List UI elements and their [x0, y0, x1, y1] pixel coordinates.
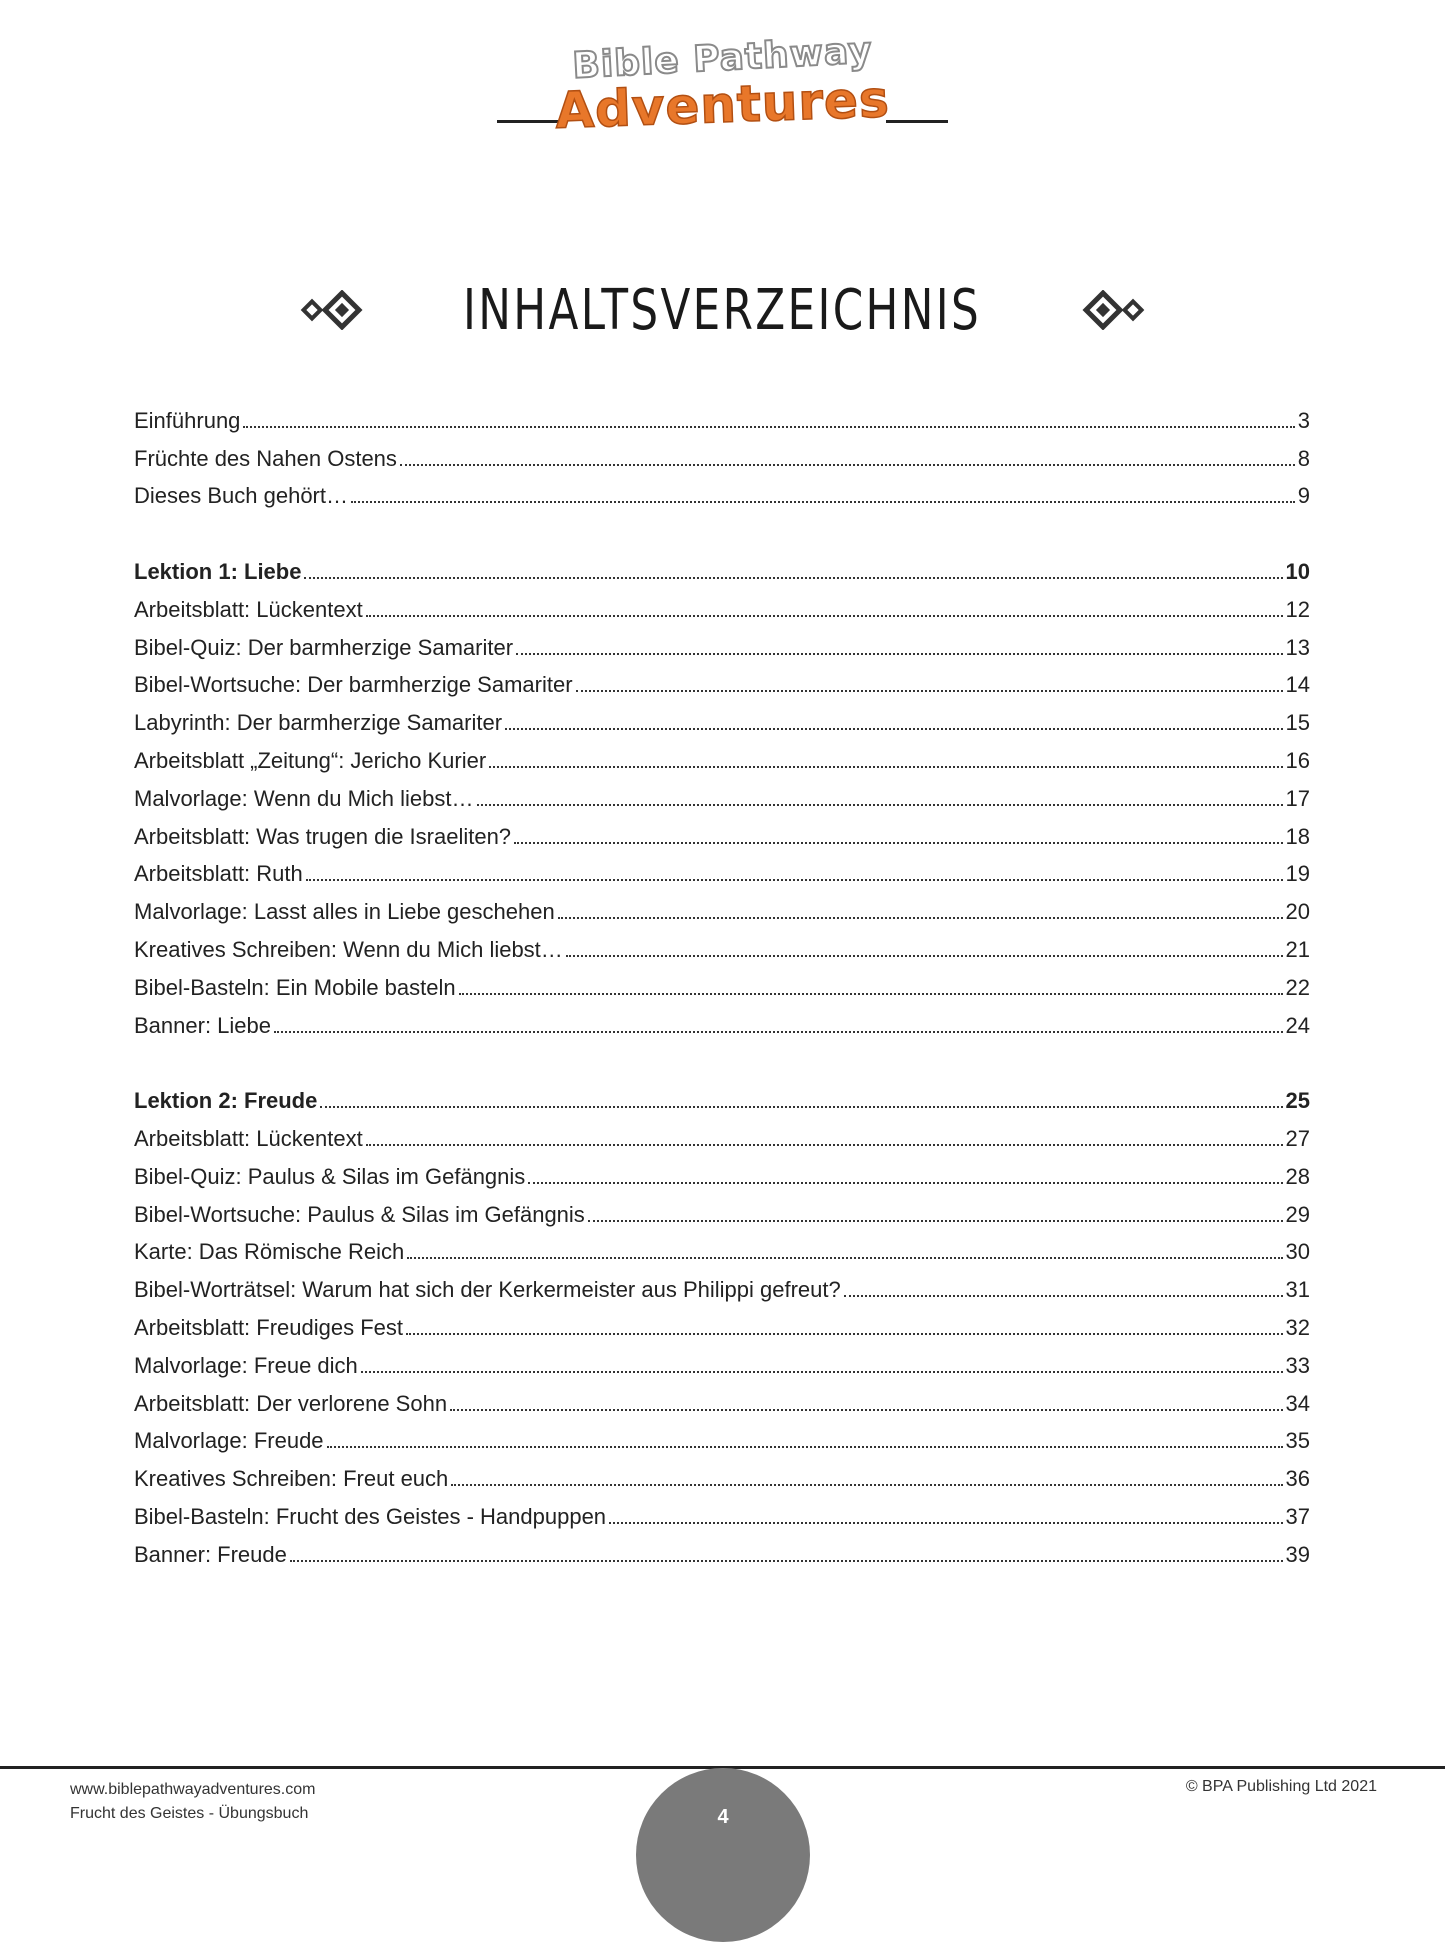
- toc-entry-label: Arbeitsblatt „Zeitung“: Jericho Kurier: [134, 747, 487, 773]
- toc-entry-page: 14: [1285, 672, 1310, 698]
- toc-entry-label: Bibel-Quiz: Paulus & Silas im Gefängnis: [134, 1163, 526, 1189]
- toc-entry-label: Arbeitsblatt: Was trugen die Israeliten?: [134, 823, 512, 849]
- footer-book-title: Frucht des Geistes - Übungsbuch: [70, 1805, 309, 1822]
- toc-entry[interactable]: [134, 1454, 1310, 1492]
- toc-entry-page: 22: [1285, 974, 1310, 1000]
- dot-leader: [304, 577, 1282, 579]
- toc-entry-label: Bibel-Wortsuche: Paulus & Silas im Gefängnis: [134, 1201, 585, 1227]
- toc-entry-page: 25: [1285, 1088, 1310, 1114]
- toc-entry-label: Labyrinth: Der barmherzige Samariter: [134, 710, 503, 736]
- toc-entry-label: Lektion 2: Freude: [134, 1088, 318, 1114]
- dot-leader: [566, 955, 1283, 957]
- toc-entry-label: Bibel-Basteln: Ein Mobile basteln: [134, 974, 456, 1000]
- page-title: INHALTSVERZEICHNIS: [463, 277, 982, 343]
- toc-entry-page: 24: [1285, 1012, 1310, 1038]
- dot-leader: [406, 1333, 1283, 1335]
- diamond-ornament-left-icon: [300, 290, 372, 330]
- toc-entry-label: Bibel-Quiz: Der barmherzige Samariter: [134, 634, 514, 660]
- section-gap: [134, 509, 1310, 547]
- toc-entry-page: 3: [1297, 407, 1310, 433]
- toc-entry[interactable]: [134, 1417, 1310, 1455]
- toc-entry[interactable]: [134, 1265, 1310, 1303]
- toc-entry-page: 28: [1285, 1163, 1310, 1189]
- dot-leader: [400, 464, 1295, 466]
- toc-entry[interactable]: [134, 1530, 1310, 1568]
- page-title-row: [0, 270, 1445, 350]
- table-of-contents: [134, 396, 1310, 1568]
- toc-entry-label: Bibel-Worträtsel: Warum hat sich der Kerkermeister aus Philippi gefreut?: [134, 1277, 841, 1303]
- toc-entry[interactable]: [134, 1190, 1310, 1228]
- toc-entry-label: Malvorlage: Lasst alles in Liebe geschehen: [134, 899, 555, 925]
- toc-entry-page: 15: [1285, 710, 1310, 736]
- section-gap: [134, 1039, 1310, 1077]
- toc-entry[interactable]: [134, 963, 1310, 1001]
- toc-entry[interactable]: [134, 1228, 1310, 1266]
- page-number: 4: [717, 1806, 729, 1828]
- toc-entry[interactable]: [134, 1114, 1310, 1152]
- toc-entry[interactable]: [134, 1492, 1310, 1530]
- dot-leader: [489, 766, 1282, 768]
- dot-leader: [361, 1371, 1283, 1373]
- dot-leader: [366, 1144, 1283, 1146]
- toc-entry[interactable]: [134, 812, 1310, 850]
- toc-entry[interactable]: [134, 623, 1310, 661]
- toc-entry-label: Malvorlage: Freue dich: [134, 1352, 358, 1378]
- dot-leader: [290, 1560, 1283, 1562]
- logo-line-2: Adventures: [554, 70, 891, 140]
- toc-entry-label: Kreatives Schreiben: Wenn du Mich liebst…: [134, 936, 563, 962]
- footer-website-link[interactable]: www.biblepathwayadventures.com: [70, 1781, 316, 1798]
- toc-entry[interactable]: [134, 396, 1310, 434]
- toc-entry-label: Banner: Liebe: [134, 1012, 271, 1038]
- toc-entry-label: Arbeitsblatt: Lückentext: [134, 1125, 363, 1151]
- dot-leader: [609, 1522, 1282, 1524]
- toc-entry[interactable]: [134, 925, 1310, 963]
- toc-entry-page: 16: [1285, 747, 1310, 773]
- toc-entry[interactable]: [134, 585, 1310, 623]
- dot-leader: [588, 1220, 1283, 1222]
- toc-entry-page: 18: [1285, 823, 1310, 849]
- dot-leader: [459, 993, 1283, 995]
- toc-entry-page: 8: [1297, 445, 1310, 471]
- dot-leader: [505, 728, 1282, 730]
- toc-entry-label: Arbeitsblatt: Lückentext: [134, 596, 363, 622]
- dot-leader: [351, 501, 1295, 503]
- toc-entry[interactable]: [134, 472, 1310, 510]
- toc-entry[interactable]: [134, 661, 1310, 699]
- toc-entry[interactable]: [134, 434, 1310, 472]
- toc-entry-label: Bibel-Basteln: Frucht des Geistes - Handpuppen: [134, 1503, 607, 1529]
- toc-entry-label: Arbeitsblatt: Der verlorene Sohn: [134, 1390, 448, 1416]
- toc-entry-page: 35: [1285, 1428, 1310, 1454]
- toc-entry-label: Lektion 1: Liebe: [134, 558, 302, 584]
- toc-entry-page: 9: [1297, 483, 1310, 509]
- toc-entry-page: 36: [1285, 1466, 1310, 1492]
- dot-leader: [514, 842, 1282, 844]
- diamond-ornament-right-icon: [1073, 290, 1145, 330]
- dot-leader: [451, 1484, 1282, 1486]
- toc-entry[interactable]: [134, 698, 1310, 736]
- toc-entry-label: Dieses Buch gehört…: [134, 483, 348, 509]
- dot-leader: [844, 1295, 1283, 1297]
- toc-entry-page: 20: [1285, 899, 1310, 925]
- toc-entry-label: Kreatives Schreiben: Freut euch: [134, 1466, 449, 1492]
- toc-entry-label: Bibel-Wortsuche: Der barmherzige Samariter: [134, 672, 573, 698]
- toc-entry-page: 10: [1285, 558, 1310, 584]
- brand-logo: [0, 28, 1445, 138]
- toc-entry[interactable]: [134, 1001, 1310, 1039]
- dot-leader: [558, 917, 1283, 919]
- toc-entry-page: 13: [1285, 634, 1310, 660]
- page-number-badge: [636, 1768, 810, 1942]
- toc-entry-label: Einführung: [134, 407, 241, 433]
- logo-line-1: Bible Pathway: [571, 30, 874, 87]
- toc-entry-page: 29: [1285, 1201, 1310, 1227]
- toc-entry-page: 39: [1285, 1541, 1310, 1567]
- dot-leader: [450, 1409, 1282, 1411]
- toc-entry-label: Früchte des Nahen Ostens: [134, 445, 397, 471]
- toc-entry-page: 30: [1285, 1239, 1310, 1265]
- toc-entry-page: 33: [1285, 1352, 1310, 1378]
- toc-entry[interactable]: [134, 736, 1310, 774]
- dot-leader: [576, 690, 1283, 692]
- dot-leader: [243, 426, 1294, 428]
- toc-entry-page: 31: [1285, 1277, 1310, 1303]
- dot-leader: [320, 1106, 1282, 1108]
- toc-entry-label: Arbeitsblatt: Freudiges Fest: [134, 1314, 404, 1340]
- toc-entry-page: 12: [1285, 596, 1310, 622]
- toc-entry[interactable]: [134, 774, 1310, 812]
- dot-leader: [528, 1182, 1282, 1184]
- toc-entry[interactable]: [134, 887, 1310, 925]
- dot-leader: [274, 1031, 1283, 1033]
- footer-left: [70, 1778, 315, 1826]
- toc-entry[interactable]: [134, 1152, 1310, 1190]
- dot-leader: [327, 1446, 1283, 1448]
- dot-leader: [306, 879, 1283, 881]
- toc-entry[interactable]: [134, 1379, 1310, 1417]
- toc-entry-page: 19: [1285, 861, 1310, 887]
- toc-entry-page: 37: [1285, 1503, 1310, 1529]
- dot-leader: [516, 653, 1282, 655]
- dot-leader: [366, 615, 1283, 617]
- toc-entry[interactable]: [134, 1341, 1310, 1379]
- toc-entry-page: 21: [1285, 936, 1310, 962]
- toc-entry-label: Malvorlage: Wenn du Mich liebst…: [134, 785, 474, 811]
- toc-entry-label: Malvorlage: Freude: [134, 1428, 324, 1454]
- toc-entry[interactable]: [134, 1303, 1310, 1341]
- toc-entry-page: 17: [1285, 785, 1310, 811]
- toc-entry-page: 32: [1285, 1314, 1310, 1340]
- toc-entry-label: Arbeitsblatt: Ruth: [134, 861, 303, 887]
- toc-lesson-heading[interactable]: [134, 547, 1310, 585]
- toc-entry-page: 27: [1285, 1125, 1310, 1151]
- toc-entry-label: Karte: Das Römische Reich: [134, 1239, 405, 1265]
- dot-leader: [477, 804, 1283, 806]
- footer-copyright: © BPA Publishing Ltd 2021: [1185, 1778, 1377, 1795]
- toc-lesson-heading[interactable]: [134, 1076, 1310, 1114]
- toc-entry-page: 34: [1285, 1390, 1310, 1416]
- toc-entry-label: Banner: Freude: [134, 1541, 287, 1567]
- toc-entry[interactable]: [134, 850, 1310, 888]
- dot-leader: [407, 1257, 1282, 1259]
